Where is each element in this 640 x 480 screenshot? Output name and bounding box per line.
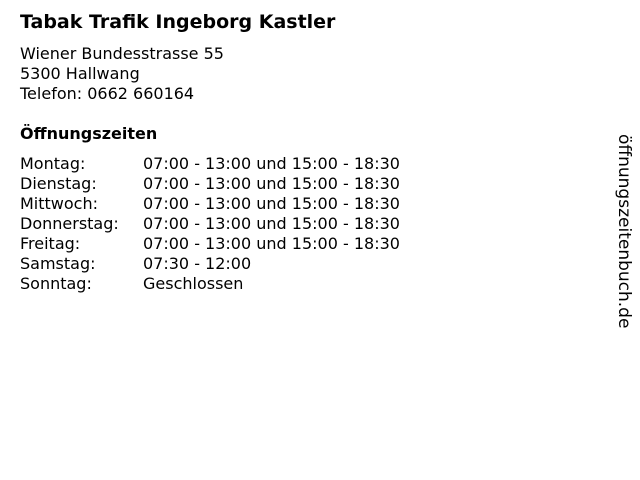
hours-row-wednesday — [20, 194, 400, 214]
phone-number: Telefon: 0662 660164 — [20, 84, 195, 103]
day-hours: 07:00 - 13:00 und 15:00 - 18:30 — [143, 234, 400, 253]
day-label: Montag: — [20, 154, 86, 173]
site-watermark: öffnungszeitenbuch.de — [614, 134, 634, 329]
day-hours: 07:00 - 13:00 und 15:00 - 18:30 — [143, 194, 400, 213]
street-address: Wiener Bundesstrasse 55 — [20, 44, 224, 63]
opening-hours-heading: Öffnungszeiten — [20, 124, 158, 143]
postal-city: 5300 Hallwang — [20, 64, 140, 83]
day-label: Mittwoch: — [20, 194, 98, 213]
hours-row-thursday — [20, 214, 400, 234]
day-label: Sonntag: — [20, 274, 92, 293]
hours-row-monday — [20, 154, 400, 174]
hours-row-friday — [20, 234, 400, 254]
hours-row-tuesday — [20, 174, 400, 194]
day-hours: Geschlossen — [143, 274, 244, 293]
business-name: Tabak Trafik Ingeborg Kastler — [20, 11, 336, 33]
hours-row-saturday — [20, 254, 400, 274]
opening-hours-table — [20, 154, 400, 294]
day-hours: 07:00 - 13:00 und 15:00 - 18:30 — [143, 154, 400, 173]
day-label: Dienstag: — [20, 174, 97, 193]
day-label: Donnerstag: — [20, 214, 119, 233]
day-label: Samstag: — [20, 254, 96, 273]
day-hours: 07:30 - 12:00 — [143, 254, 252, 273]
business-address — [20, 44, 224, 104]
day-hours: 07:00 - 13:00 und 15:00 - 18:30 — [143, 174, 400, 193]
day-label: Freitag: — [20, 234, 81, 253]
day-hours: 07:00 - 13:00 und 15:00 - 18:30 — [143, 214, 400, 233]
hours-row-sunday — [20, 274, 400, 294]
